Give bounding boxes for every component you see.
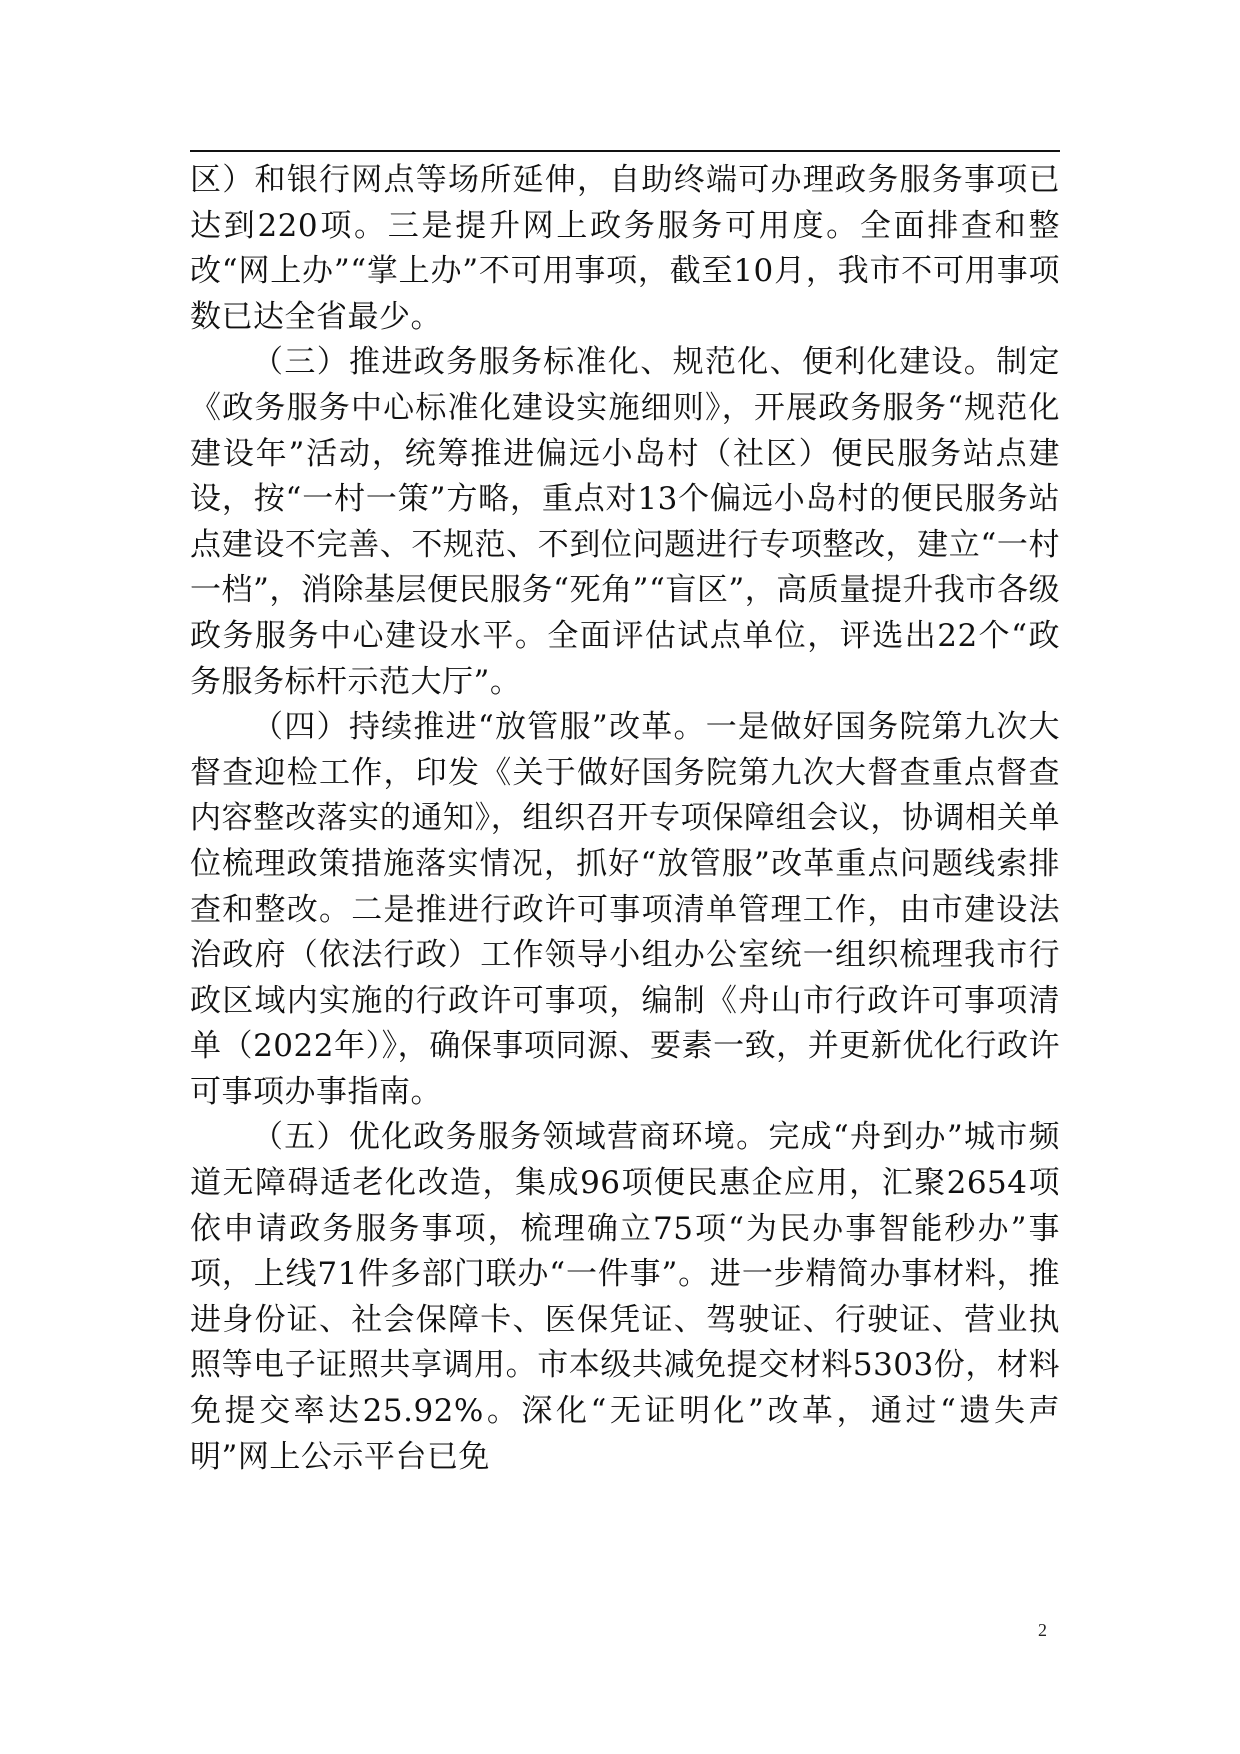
paragraph-section-4: （四）持续推进“放管服”改革。一是做好国务院第九次大督查迎检工作，印发《关于做好国务院第九次大督查重点督查内容整改落实的通知》，组织召开专项保障组会议，协调相关单位梳理政策措施落实情况，抓好“放管服”改革重点问题线索排查和整改。二是推进行政许可事项清单管理工作，由市建设法治政府（依法行政）工作领导小组办公室统一组织梳理我市行政区域内实施的行政许可事项，编制《舟山市行政许可事项清单（2022年）》，确保事项同源、要素一致，并更新优化行政许可事项办事指南。: [190, 709, 1060, 1110]
paragraph-continuation: 区）和银行网点等场所延伸，自助终端可办理政务服务事项已达到220项。三是提升网上政务服务可用度。全面排查和整改“网上办”“掌上办”不可用事项，截至10月，我市不可用事项数已达全省最少。: [190, 162, 1060, 335]
header-rule: [190, 150, 1060, 152]
document-body: [190, 158, 1060, 1480]
paragraph-section-3: （三）推进政务服务标准化、规范化、便利化建设。制定《政务服务中心标准化建设实施细则》，开展政务服务“规范化建设年”活动，统筹推进偏远小岛村（社区）便民服务站点建设，按“一村一策”方略，重点对13个偏远小岛村的便民服务站点建设不完善、不规范、不到位问题进行专项整改，建立“一村一档”，消除基层便民服务“死角”“盲区”，高质量提升我市各级政务服务中心建设水平。全面评估试点单位，评选出22个“政务服务标杆示范大厅”。: [190, 344, 1060, 700]
page-number: 2: [1038, 1620, 1047, 1640]
paragraph-section-5: （五）优化政务服务领域营商环境。完成“舟到办”城市频道无障碍适老化改造，集成96项便民惠企应用，汇聚2654项依申请政务服务事项，梳理确立75项“为民办事智能秒办”事项，上线71件多部门联办“一件事”。进一步精简办事材料，推进身份证、社会保障卡、医保凭证、驾驶证、行驶证、营业执照等电子证照共享调用。市本级共减免提交材料5303份，材料免提交率达25.92%。深化“无证明化”改革，通过“遗失声明”网上公示平台已免: [190, 1119, 1060, 1475]
